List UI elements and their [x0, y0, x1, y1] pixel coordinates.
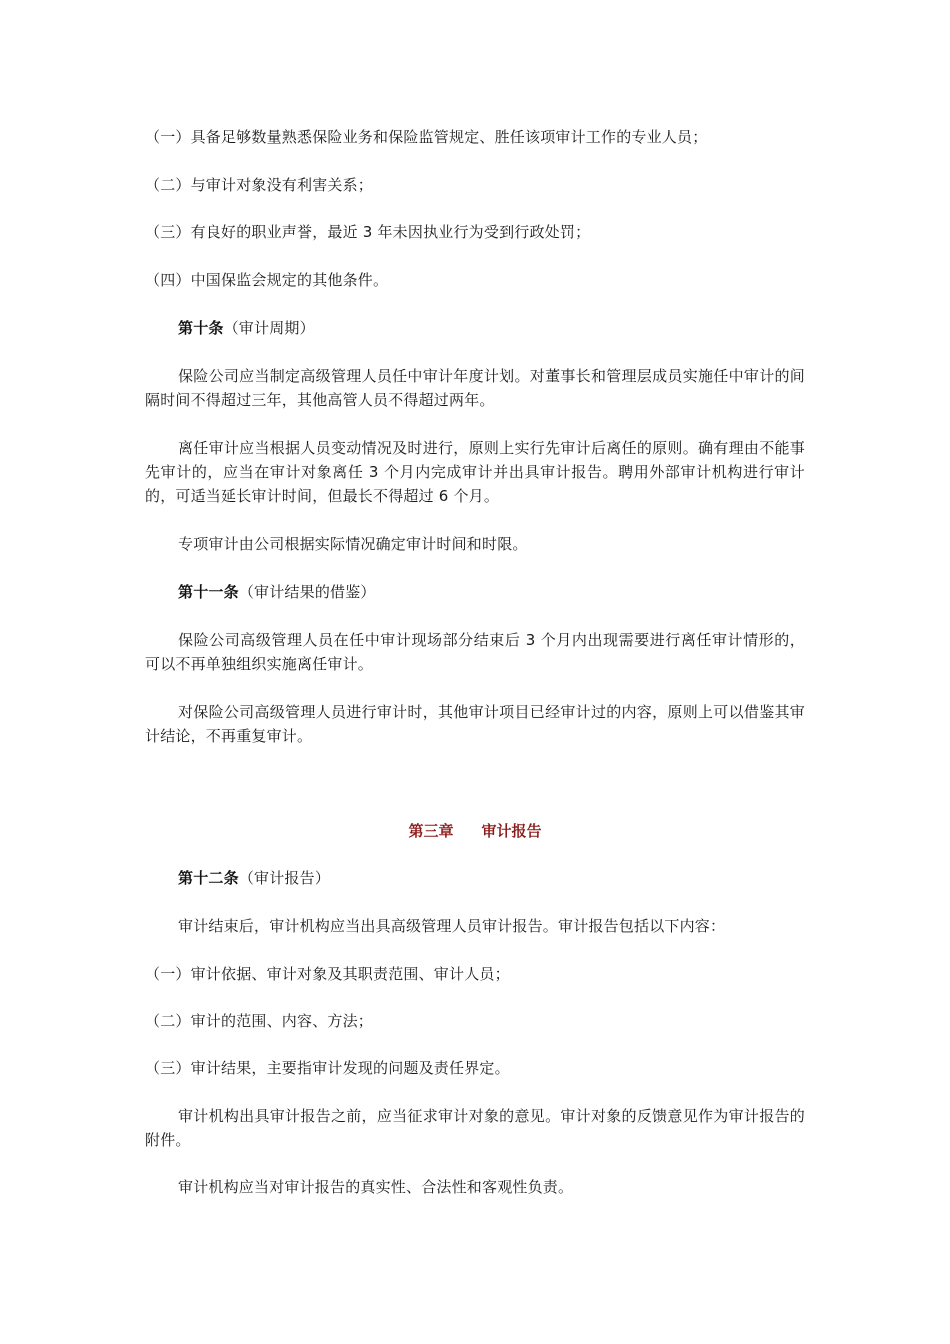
chapter-title: 审计报告	[481, 822, 542, 840]
article-subtitle: （审计周期）	[223, 319, 315, 337]
list-item: （三）有良好的职业声誉，最近 3 年未因执业行为受到行政处罚；	[145, 223, 591, 241]
body-paragraph: 审计机构应当对审计报告的真实性、合法性和客观性负责。	[178, 1178, 574, 1196]
article-heading	[145, 580, 805, 604]
list-item: （一）具备足够数量熟悉保险业务和保险监管规定、胜任该项审计工作的专业人员；	[145, 128, 708, 146]
article-heading	[145, 316, 805, 340]
body-paragraph: 审计结束后，审计机构应当出具高级管理人员审计报告。审计报告包括以下内容：	[178, 917, 726, 935]
list-item: （三）审计结果，主要指审计发现的问题及责任界定。	[145, 1059, 510, 1077]
body-paragraph: 对保险公司高级管理人员进行审计时，其他审计项目已经审计过的内容，原则上可以借鉴其审计结论，不再重复审计。	[145, 703, 805, 745]
body-paragraph: 保险公司应当制定高级管理人员任中审计年度计划。对董事长和管理层成员实施任中审计的间隔时间不得超过三年，其他高管人员不得超过两年。	[145, 367, 805, 409]
chapter-heading	[145, 819, 805, 843]
list-item: （二）审计的范围、内容、方法；	[145, 1012, 374, 1030]
body-paragraph: 审计机构出具审计报告之前，应当征求审计对象的意见。审计对象的反馈意见作为审计报告的附件。	[145, 1107, 805, 1149]
body-paragraph: 专项审计由公司根据实际情况确定审计时间和时限。	[178, 535, 528, 553]
body-paragraph: 保险公司高级管理人员在任中审计现场部分结束后 3 个月内出现需要进行离任审计情形的，可以不再单独组织实施离任审计。	[145, 631, 805, 673]
body-paragraph: 离任审计应当根据人员变动情况及时进行，原则上实行先审计后离任的原则。确有理由不能事先审计的，应当在审计对象离任 3 个月内完成审计并出具审计报告。聘用外部审计机构进行审计的，可适当延长审计时间，但最长不得超过 6 个月。	[145, 439, 805, 505]
article-subtitle: （审计结果的借鉴）	[238, 583, 376, 601]
list-item: （一）审计依据、审计对象及其职责范围、审计人员；	[145, 965, 510, 983]
list-item: （四）中国保监会规定的其他条件。	[145, 271, 389, 289]
article-number: 第十二条	[178, 869, 239, 887]
article-number: 第十条	[178, 319, 224, 337]
article-subtitle: （审计报告）	[238, 869, 331, 887]
chapter-number: 第三章	[408, 822, 454, 840]
article-number: 第十一条	[178, 583, 239, 601]
article-heading	[145, 866, 805, 890]
list-item: （二）与审计对象没有利害关系；	[145, 176, 374, 194]
